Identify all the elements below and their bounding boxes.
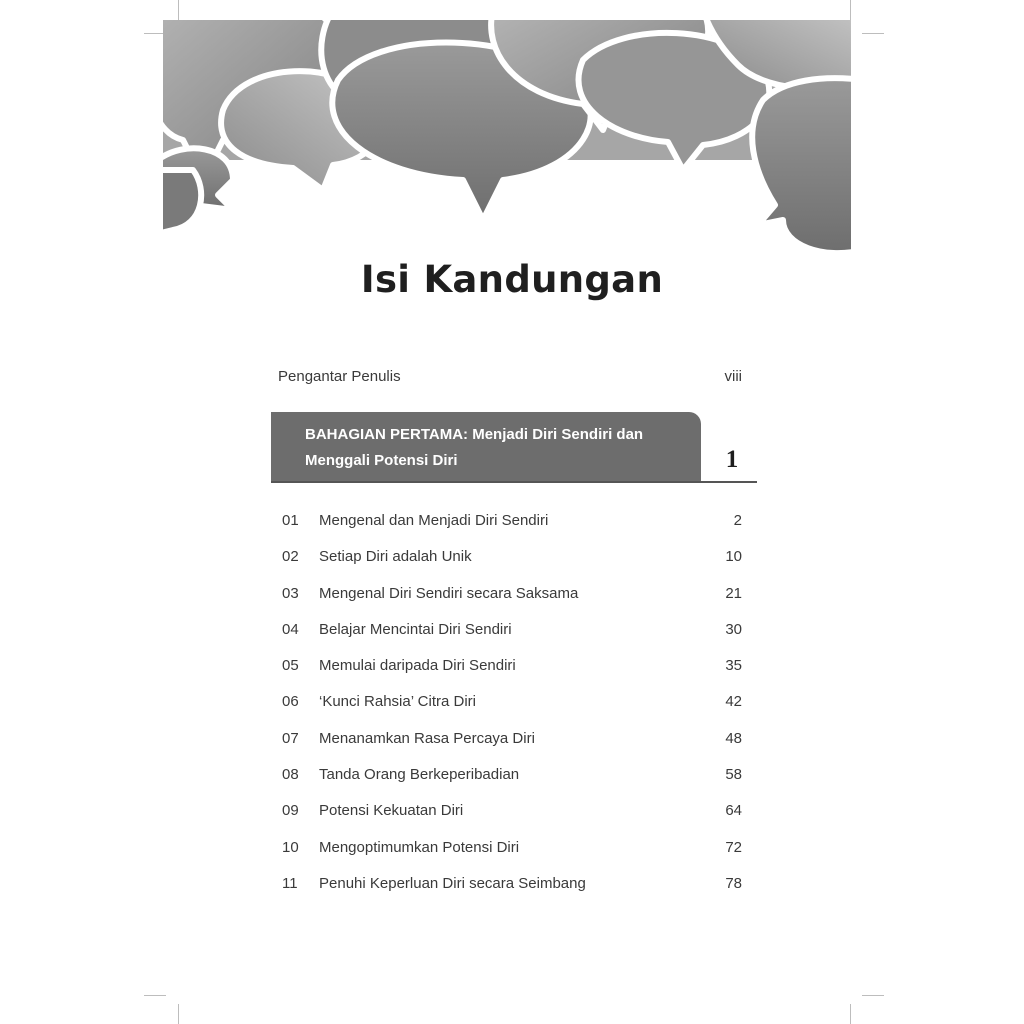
toc-entry[interactable] — [280, 727, 742, 763]
chapter-number: 07 — [282, 729, 299, 747]
chapter-page: 58 — [725, 766, 742, 784]
chapter-title: Penuhi Keperluan Diri secara Seimbang — [319, 874, 586, 892]
crop-mark — [862, 33, 884, 34]
crop-mark — [850, 1004, 851, 1024]
chapter-page: 35 — [725, 657, 742, 675]
toc-entry[interactable] — [280, 763, 742, 799]
chapter-title: Potensi Kekuatan Diri — [319, 802, 464, 820]
crop-mark — [850, 0, 851, 22]
part-page-number: 1 — [725, 446, 739, 473]
chapter-number: 01 — [282, 512, 299, 529]
chapter-title: Mengenal Diri Sendiri secara Saksama — [319, 584, 579, 602]
chapter-page: 10 — [725, 548, 742, 566]
chapter-page: 21 — [725, 584, 742, 602]
toc-entry[interactable] — [280, 799, 742, 835]
toc-entry[interactable] — [280, 509, 742, 545]
toc-list — [280, 509, 742, 908]
chapter-number: 06 — [282, 693, 299, 711]
part-title: BAHAGIAN PERTAMA: Menjadi Diri Sendiri dan Menggali Potensi Diri — [305, 426, 644, 469]
chapter-title: Tanda Orang Berkeperibadian — [319, 766, 520, 784]
toc-entry[interactable] — [280, 545, 742, 581]
chapter-title: Memulai daripada Diri Sendiri — [319, 657, 516, 675]
toc-entry[interactable] — [280, 582, 742, 618]
chapter-page: 78 — [725, 874, 742, 892]
crop-mark — [144, 995, 166, 996]
page-title: Isi Kandungan — [360, 258, 664, 301]
part-heading-band — [271, 412, 701, 483]
crop-mark — [862, 995, 884, 996]
chapter-page: 2 — [733, 512, 742, 529]
speech-bubbles-header-art — [163, 20, 851, 260]
chapter-number: 05 — [282, 657, 299, 675]
chapter-title: Belajar Mencintai Diri Sendiri — [319, 620, 512, 638]
chapter-number: 11 — [282, 874, 298, 892]
crop-mark — [178, 0, 179, 22]
chapter-number: 09 — [282, 802, 299, 820]
chapter-number: 10 — [282, 838, 299, 856]
chapter-title: Setiap Diri adalah Unik — [319, 548, 472, 566]
toc-preliminary-page: viii — [724, 368, 742, 385]
chapter-page: 30 — [725, 620, 742, 638]
chapter-title: Menanamkan Rasa Percaya Diri — [319, 729, 535, 747]
toc-preliminary-entry[interactable] — [278, 368, 742, 388]
chapter-title: Mengoptimumkan Potensi Diri — [319, 838, 520, 856]
chapter-number: 02 — [282, 548, 299, 566]
crop-mark — [178, 1004, 179, 1024]
chapter-number: 04 — [282, 620, 299, 638]
chapter-number: 03 — [282, 584, 299, 602]
chapter-title: ‘Kunci Rahsia’ Citra Diri — [319, 693, 476, 711]
chapter-page: 72 — [725, 838, 742, 856]
toc-entry[interactable] — [280, 654, 742, 690]
toc-preliminary-title: Pengantar Penulis — [278, 368, 401, 385]
toc-entry[interactable] — [280, 872, 742, 908]
chapter-page: 42 — [725, 693, 742, 711]
chapter-title: Mengenal dan Menjadi Diri Sendiri — [319, 512, 549, 529]
chapter-page: 64 — [725, 802, 742, 820]
chapter-number: 08 — [282, 766, 299, 784]
toc-entry[interactable] — [280, 690, 742, 726]
part-underline — [271, 481, 757, 483]
chapter-page: 48 — [725, 729, 742, 747]
toc-entry[interactable] — [280, 618, 742, 654]
toc-entry[interactable] — [280, 836, 742, 872]
